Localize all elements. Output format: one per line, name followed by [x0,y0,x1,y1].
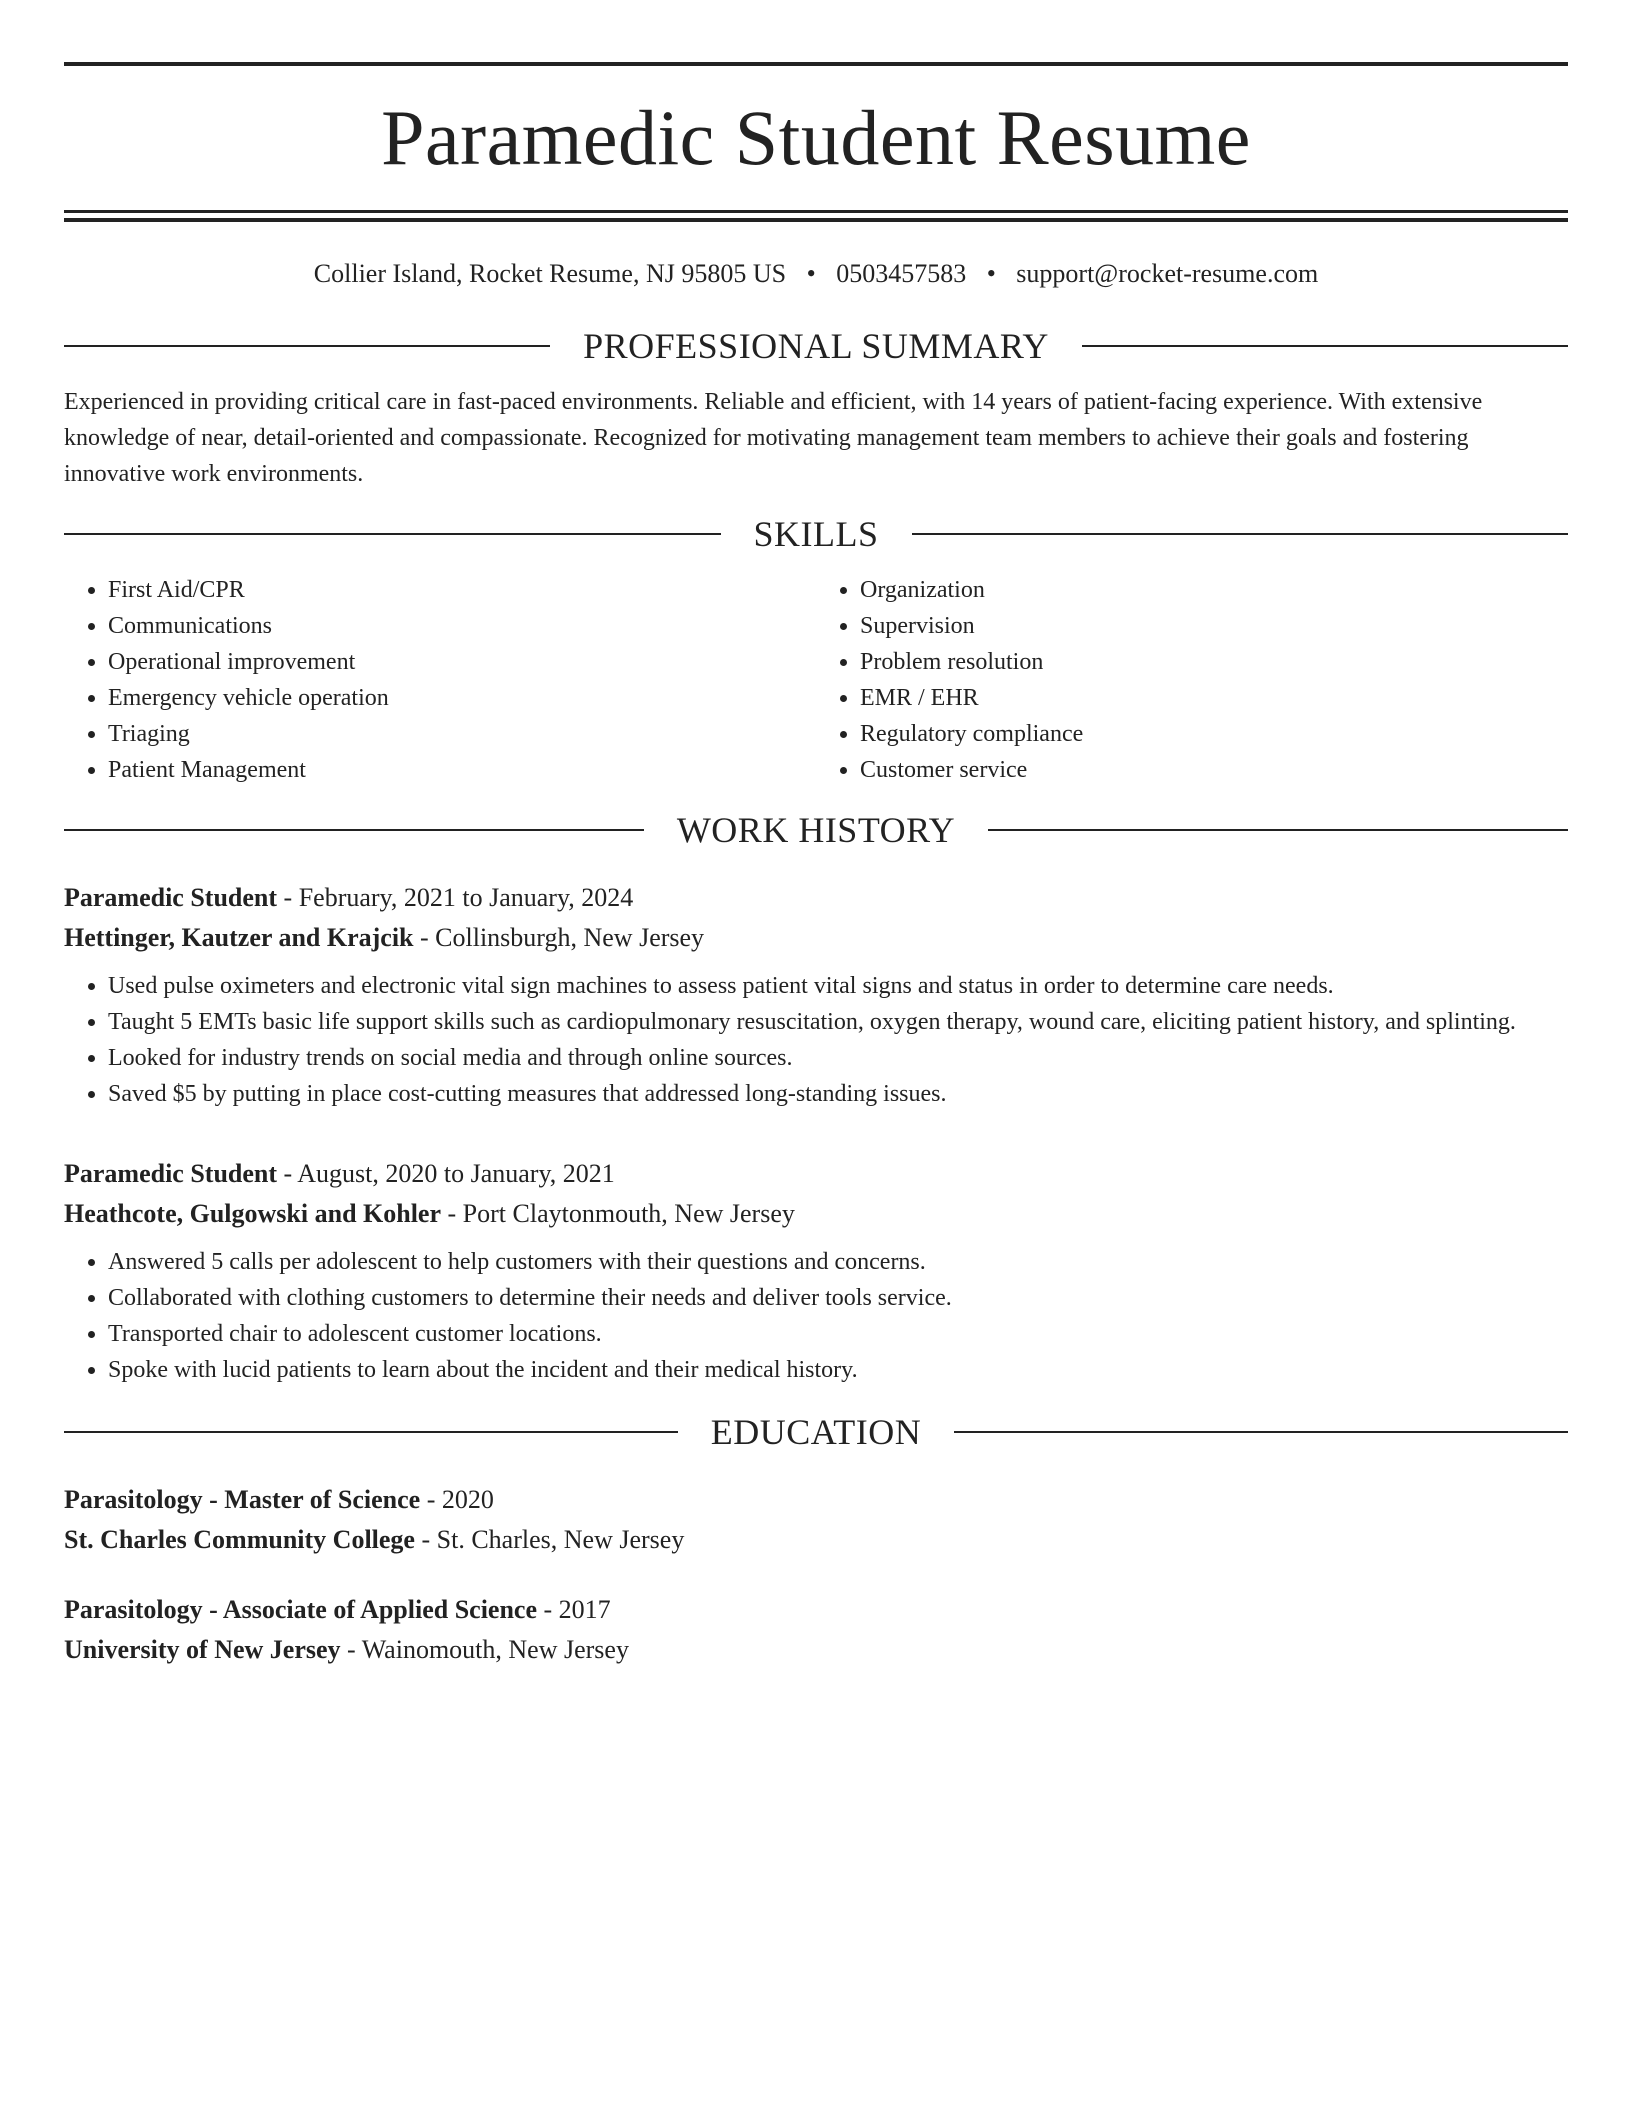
education-school-line [64,1520,1568,1560]
title-double-rule [64,210,1568,222]
skill-item: • Problem resolution [860,644,1568,680]
summary-section-heading [64,324,1568,368]
summary-heading: PROFESSIONAL SUMMARY [583,326,1049,366]
education-degree-line [64,1590,1568,1630]
work-section-heading [64,808,1568,852]
skill-item: • Triaging [108,716,816,752]
job-bullet: • Transported chair to adolescent customer locations. [108,1316,1568,1352]
skill-item: • Communications [108,608,816,644]
skills-heading: SKILLS [753,514,879,554]
skill-item: • Customer service [860,752,1568,788]
job-bullets [64,968,1568,1112]
skills-section-heading [64,512,1568,556]
job-title: Paramedic Student [64,1159,278,1188]
resume-title: Paramedic Student Resume [381,94,1251,181]
skills-column-right [816,572,1568,788]
job-title-line [64,878,1568,918]
job-title-line [64,1154,1568,1194]
education-location: - Wainomouth, New Jersey [340,1635,629,1664]
education-degree: Parasitology - Master of Science [64,1485,421,1514]
education-degree-line [64,1480,1568,1520]
skill-item: • Emergency vehicle operation [108,680,816,716]
job-company: Hettinger, Kautzer and Krajcik [64,923,414,952]
skill-item: • Patient Management [108,752,816,788]
contact-separator: • [986,259,996,288]
job-company-line [64,918,1568,958]
skills-column-left [64,572,816,788]
contact-email: support@rocket-resume.com [1016,259,1319,288]
heading-rule-right [954,1431,1568,1433]
skill-item: • First Aid/CPR [108,572,816,608]
contact-phone: 0503457583 [836,259,967,288]
education-entry [64,1480,1568,1560]
summary-text: Experienced in providing critical care in fast-paced environments. Reliable and efficient, with 14 years of patient-facing experience. With extensive knowledge of near, detail-oriented and compassionate. Recognized for motivating management team members to achieve their goals and fostering innovative work environments. [64,389,1483,487]
job-location: - Collinsburgh, New Jersey [413,923,705,952]
job-dates: - August, 2020 to January, 2021 [277,1159,615,1188]
heading-rule-right [988,829,1568,831]
skill-item: • Regulatory compliance [860,716,1568,752]
education-degree: Parasitology - Associate of Applied Science [64,1595,538,1624]
skills-list [64,572,1568,788]
job-bullet: • Looked for industry trends on social media and through online sources. [108,1040,1568,1076]
skill-item: • Operational improvement [108,644,816,680]
heading-rule-right [1082,345,1568,347]
job-entry [64,878,1568,1112]
job-bullet: • Taught 5 EMTs basic life support skills such as cardiopulmonary resuscitation, oxygen therapy, wound care, eliciting patient history, and splinting. [108,1004,1568,1040]
education-school: University of New Jersey [64,1635,341,1664]
job-entry [64,1154,1568,1388]
contact-separator: • [806,259,816,288]
job-bullet: • Collaborated with clothing customers to determine their needs and deliver tools service. [108,1280,1568,1316]
skill-item: • EMR / EHR [860,680,1568,716]
education-school: St. Charles Community College [64,1525,415,1554]
heading-rule-left [64,345,550,347]
job-bullets [64,1244,1568,1388]
job-bullet: • Spoke with lucid patients to learn about the incident and their medical history. [108,1352,1568,1388]
education-location: - St. Charles, New Jersey [414,1525,685,1554]
heading-rule-left [64,533,721,535]
heading-rule-left [64,1431,678,1433]
job-title: Paramedic Student [64,883,278,912]
education-year: - 2020 [420,1485,494,1514]
education-section-heading [64,1410,1568,1454]
skill-item: • Supervision [860,608,1568,644]
skill-item: • Organization [860,572,1568,608]
job-bullet: • Used pulse oximeters and electronic vital sign machines to assess patient vital signs and status in order to determine care needs. [108,968,1568,1004]
top-rule [64,62,1568,66]
job-dates: - February, 2021 to January, 2024 [277,883,634,912]
education-heading: EDUCATION [710,1412,922,1452]
education-year: - 2017 [537,1595,611,1624]
heading-rule-left [64,829,644,831]
job-company-line [64,1194,1568,1234]
contact-address: Collier Island, Rocket Resume, NJ 95805 US [313,259,787,288]
heading-rule-right [912,533,1569,535]
job-bullet: • Answered 5 calls per adolescent to help customers with their questions and concerns. [108,1244,1568,1280]
education-entry [64,1590,1568,1670]
job-bullet: • Saved $5 by putting in place cost-cutting measures that addressed long-standing issues. [108,1076,1568,1112]
education-school-line [64,1630,1568,1670]
job-company: Heathcote, Gulgowski and Kohler [64,1199,442,1228]
contact-line [64,258,1568,290]
job-location: - Port Claytonmouth, New Jersey [441,1199,795,1228]
work-heading: WORK HISTORY [676,810,956,850]
